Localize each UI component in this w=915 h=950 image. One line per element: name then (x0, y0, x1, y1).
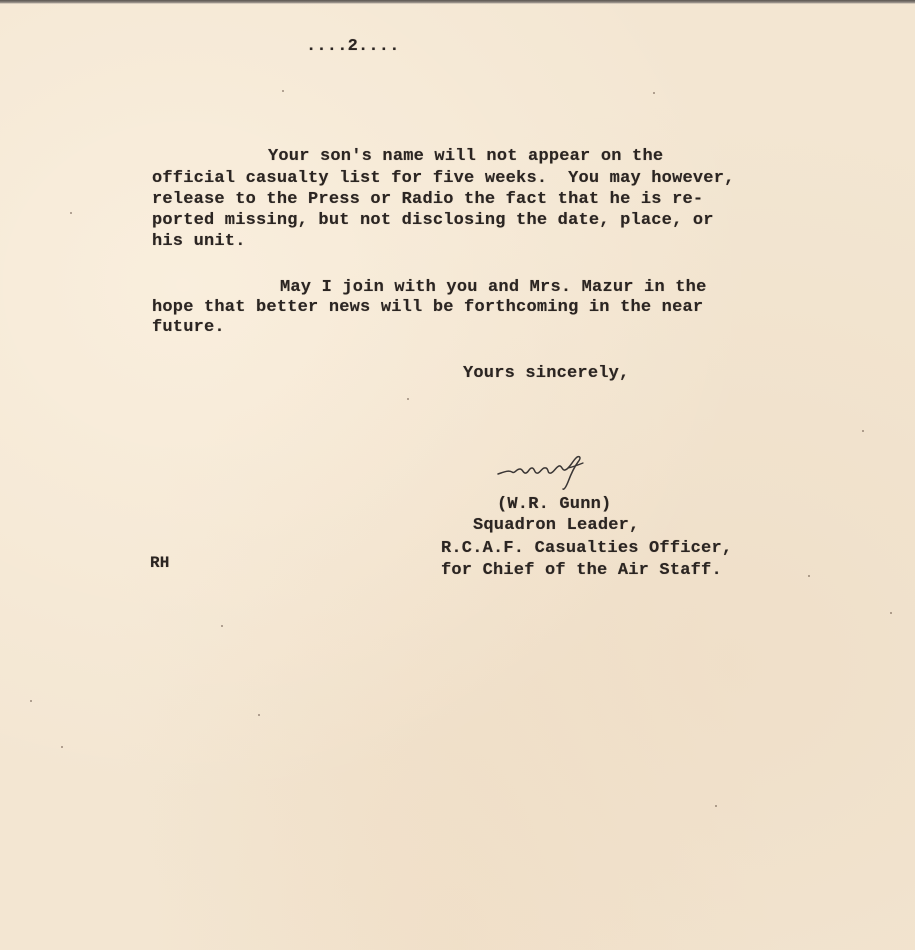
paper-speck (282, 90, 284, 92)
signatory-rank: Squadron Leader, (473, 516, 640, 535)
closing-salutation: Yours sincerely, (463, 364, 630, 383)
paragraph-line: his unit. (152, 232, 246, 251)
paragraph-line: release to the Press or Radio the fact that he is re- (152, 190, 704, 209)
handwritten-signature (496, 452, 592, 492)
paragraph-line: hope that better news will be forthcoming in the near (152, 298, 704, 317)
paper-speck (407, 398, 409, 400)
paper-speck (61, 746, 63, 748)
paragraph-line: future. (152, 318, 225, 337)
paper-speck (258, 714, 260, 716)
paper-speck (715, 805, 717, 807)
paper-speck (30, 700, 32, 702)
typist-initials: RH (150, 554, 170, 572)
signatory-on-behalf-of: for Chief of the Air Staff. (441, 561, 722, 580)
paper-speck (808, 575, 810, 577)
paragraph-line: ported missing, but not disclosing the date, place, or (152, 211, 714, 230)
paper-speck (890, 612, 892, 614)
page-top-edge (0, 0, 915, 4)
paragraph-line: May I join with you and Mrs. Mazur in the (280, 278, 707, 297)
signatory-office: R.C.A.F. Casualties Officer, (441, 539, 733, 558)
paper-speck (70, 212, 72, 214)
page-number: ....2.... (306, 37, 400, 56)
paper-speck (653, 92, 655, 94)
signatory-name: (W.R. Gunn) (497, 495, 612, 514)
paper-speck (862, 430, 864, 432)
paragraph-line: Your son's name will not appear on the (268, 147, 664, 166)
paragraph-line: official casualty list for five weeks. You may however, (152, 169, 735, 188)
paper-speck (221, 625, 223, 627)
